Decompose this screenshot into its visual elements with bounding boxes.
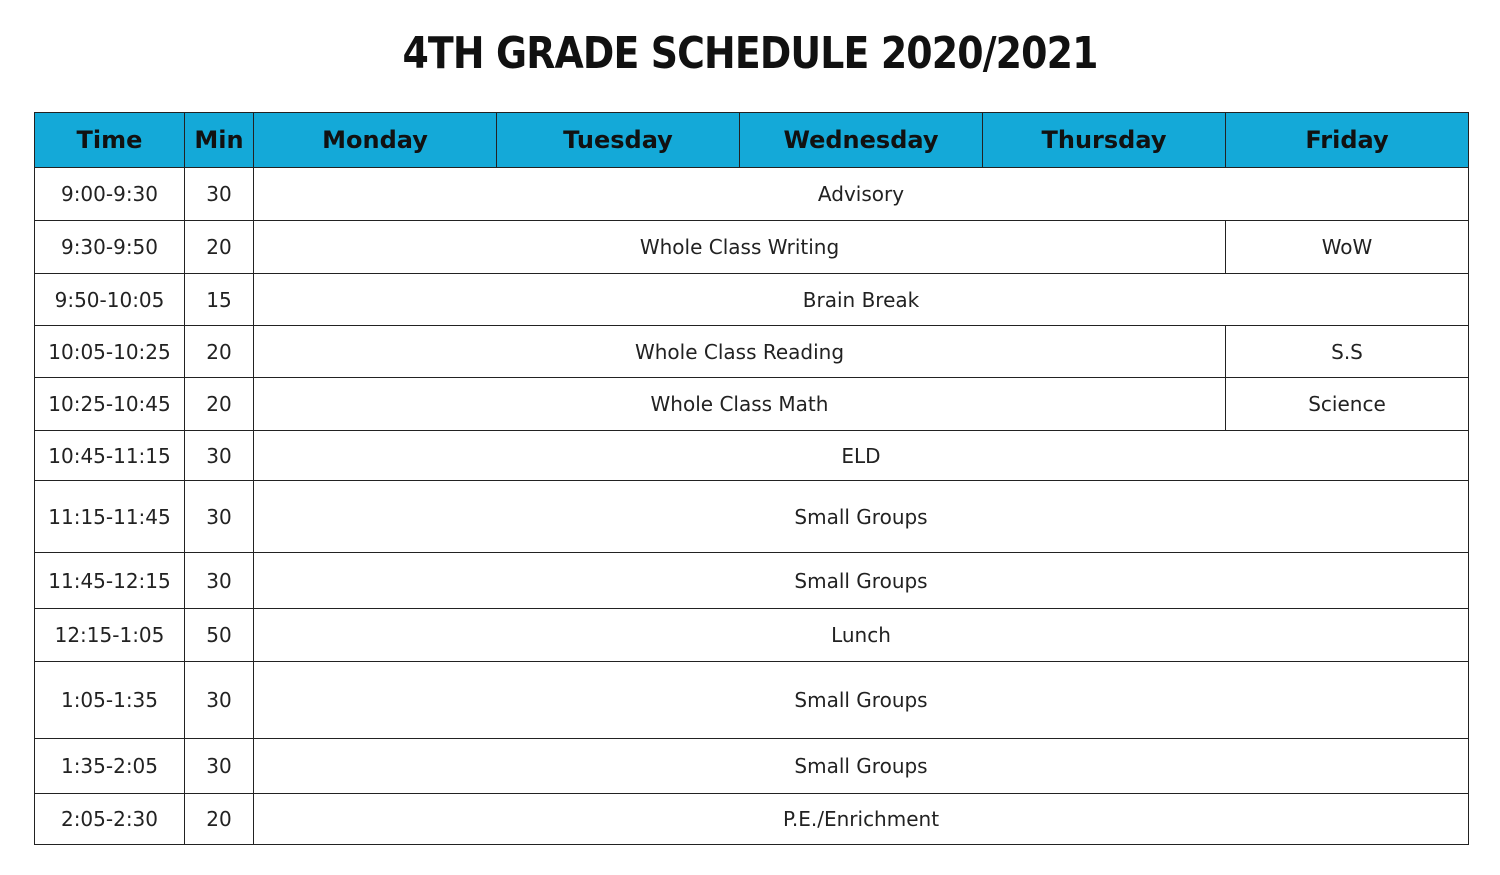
time-cell: 12:15-1:05 [35,609,185,662]
time-cell: 9:00-9:30 [35,168,185,221]
table-row [35,274,1469,326]
table-row [35,481,1469,553]
header-min: Min [185,113,254,168]
activity-cell: Small Groups [254,739,1469,794]
header-thursday: Thursday [983,113,1226,168]
table-row [35,794,1469,845]
time-cell: 11:15-11:45 [35,481,185,553]
friday-activity-cell: S.S [1226,326,1469,378]
header-time: Time [35,113,185,168]
time-cell: 2:05-2:30 [35,794,185,845]
time-cell: 9:30-9:50 [35,221,185,274]
activity-cell: Small Groups [254,481,1469,553]
minutes-cell: 20 [185,326,254,378]
minutes-cell: 30 [185,431,254,481]
time-cell: 1:35-2:05 [35,739,185,794]
minutes-cell: 20 [185,221,254,274]
table-row [35,553,1469,609]
header-wednesday: Wednesday [740,113,983,168]
friday-activity-cell: WoW [1226,221,1469,274]
table-row [35,221,1469,274]
minutes-cell: 30 [185,168,254,221]
minutes-cell: 15 [185,274,254,326]
page-title: 4TH GRADE SCHEDULE 2020/2021 [402,28,1098,79]
minutes-cell: 30 [185,662,254,739]
header-row [35,113,1469,168]
header-friday: Friday [1226,113,1469,168]
activity-cell: ELD [254,431,1469,481]
table-row [35,739,1469,794]
table-row [35,609,1469,662]
table-row [35,378,1469,431]
activity-cell: Lunch [254,609,1469,662]
time-cell: 11:45-12:15 [35,553,185,609]
time-cell: 10:45-11:15 [35,431,185,481]
time-cell: 10:05-10:25 [35,326,185,378]
activity-cell: Whole Class Writing [254,221,1226,274]
minutes-cell: 20 [185,378,254,431]
time-cell: 1:05-1:35 [35,662,185,739]
minutes-cell: 30 [185,553,254,609]
time-cell: 9:50-10:05 [35,274,185,326]
table-row [35,326,1469,378]
activity-cell: Whole Class Math [254,378,1226,431]
header-monday: Monday [254,113,497,168]
schedule-table [34,112,1469,845]
activity-cell: Whole Class Reading [254,326,1226,378]
minutes-cell: 20 [185,794,254,845]
activity-cell: Advisory [254,168,1469,221]
activity-cell: Small Groups [254,553,1469,609]
minutes-cell: 30 [185,739,254,794]
activity-cell: P.E./Enrichment [254,794,1469,845]
table-row [35,431,1469,481]
header-tuesday: Tuesday [497,113,740,168]
table-row [35,168,1469,221]
table-row [35,662,1469,739]
friday-activity-cell: Science [1226,378,1469,431]
activity-cell: Brain Break [254,274,1469,326]
activity-cell: Small Groups [254,662,1469,739]
minutes-cell: 30 [185,481,254,553]
time-cell: 10:25-10:45 [35,378,185,431]
minutes-cell: 50 [185,609,254,662]
